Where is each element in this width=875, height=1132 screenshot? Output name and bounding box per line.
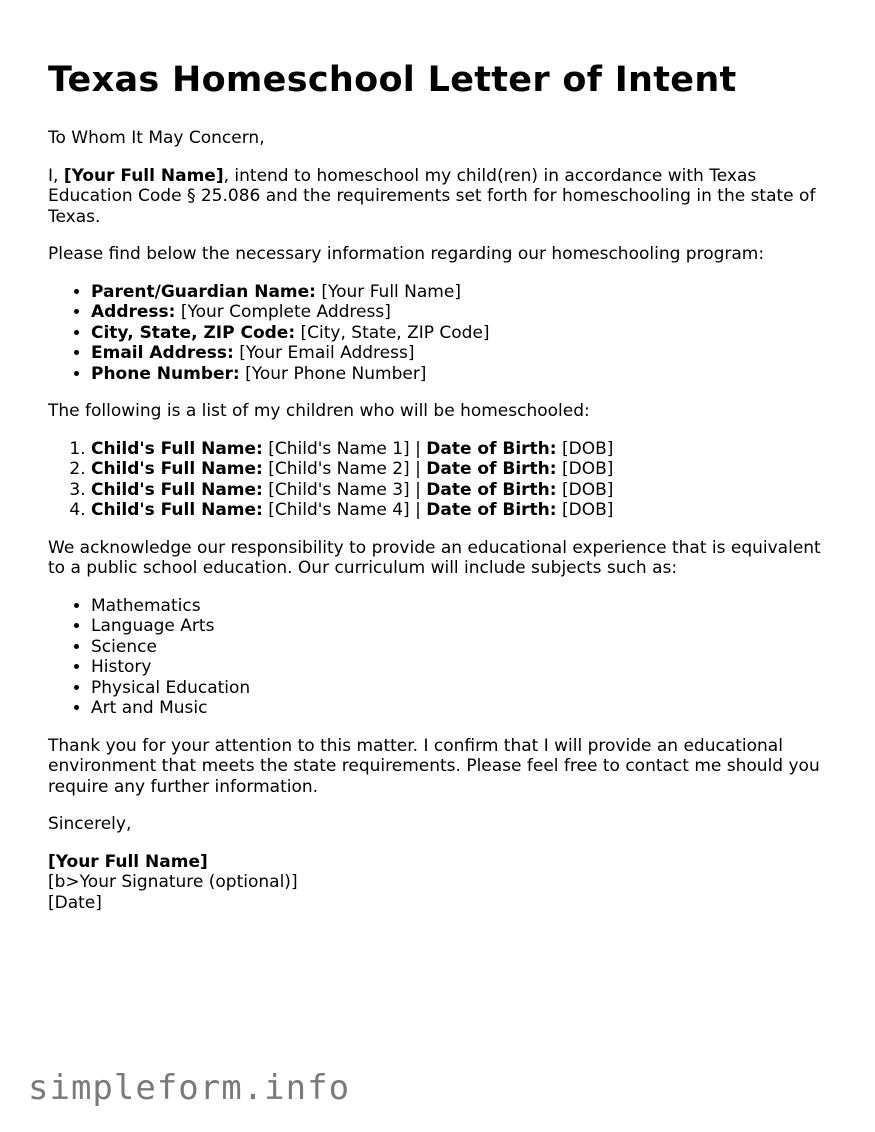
children-list [48,439,838,521]
subjects-list [48,596,838,719]
subject-item: • History [91,657,838,678]
child-dob-label: Date of Birth: [426,479,557,500]
subject-item: • Language Arts [91,616,838,637]
intro-name: [Your Full Name] [63,165,224,186]
child-name-value: [Child's Name 4] | [262,500,427,520]
info-item [91,302,838,323]
child-name-value: [Child's Name 1] | [262,438,427,459]
child-item [91,439,838,460]
signature-line: [b>Your Signature (optional)] [48,872,298,892]
info-label: Parent/Guardian Name: [91,281,316,302]
signature-block [48,852,838,914]
info-value: [Your Email Address] [233,343,415,363]
document-title: Texas Homeschool Letter of Intent [48,60,737,100]
subject-item: • Physical Education [91,678,838,699]
info-value: [City, State, ZIP Code] [295,322,490,343]
info-value: [Your Complete Address] [175,302,391,322]
child-item [91,480,838,501]
letter-document [48,58,838,913]
info-item [91,282,838,303]
child-dob-label: Date of Birth: [426,500,557,520]
child-item [91,500,838,521]
info-value: [Your Full Name] [315,281,461,302]
subject-item: • Art and Music [91,698,838,719]
child-dob-value: [DOB] [556,438,614,459]
info-label: City, State, ZIP Code: [91,322,296,343]
info-label: Email Address: [91,343,234,363]
child-name-label: Child's Full Name: [91,438,263,459]
child-dob-value: [DOB] [556,479,614,500]
child-name-value: [Child's Name 3] | [262,479,427,500]
intro-post: , intend to homeschool my child(ren) in accordance with Texas Education Code § 25.086 and the requirements set forth for homeschooling in the state of Texas. [48,165,816,227]
sign-off: Sincerely, [48,814,132,834]
closing-paragraph: Thank you for your attention to this matter. I confirm that I will provide an educational environment that meets the state requirements. Please feel free to contact me should you require any further information. [48,735,820,797]
child-name-label: Child's Full Name: [91,459,263,479]
info-label: Phone Number: [91,363,240,384]
intro-paragraph [48,166,838,228]
child-name-label: Child's Full Name: [91,500,263,520]
info-list [48,282,838,385]
signature-name: [Your Full Name] [48,851,208,872]
info-item [91,343,838,364]
child-name-value: [Child's Name 2] | [262,459,427,479]
child-dob-label: Date of Birth: [426,459,557,479]
subject-item: • Science [91,637,838,658]
intro-pre: I, [48,165,64,186]
child-dob-value: [DOB] [556,459,614,479]
child-dob-label: Date of Birth: [426,438,557,459]
child-name-label: Child's Full Name: [91,479,263,500]
signature-date: [Date] [48,892,102,913]
info-intro: Please find below the necessary information regarding our homeschooling program: [48,244,765,264]
child-dob-value: [DOB] [556,500,614,520]
watermark: simpleform.info [28,1068,351,1108]
info-value: [Your Phone Number] [239,363,427,384]
info-item [91,364,838,385]
subject-item: • Mathematics [91,596,838,617]
salutation: To Whom It May Concern, [48,128,265,148]
info-label: Address: [91,302,176,322]
curriculum-intro: We acknowledge our responsibility to provide an educational experience that is equivalent to a public school education. Our curriculum will include subjects such as: [48,537,821,578]
child-item [91,459,838,480]
info-item [91,323,838,344]
children-intro: The following is a list of my children who will be homeschooled: [48,401,590,421]
